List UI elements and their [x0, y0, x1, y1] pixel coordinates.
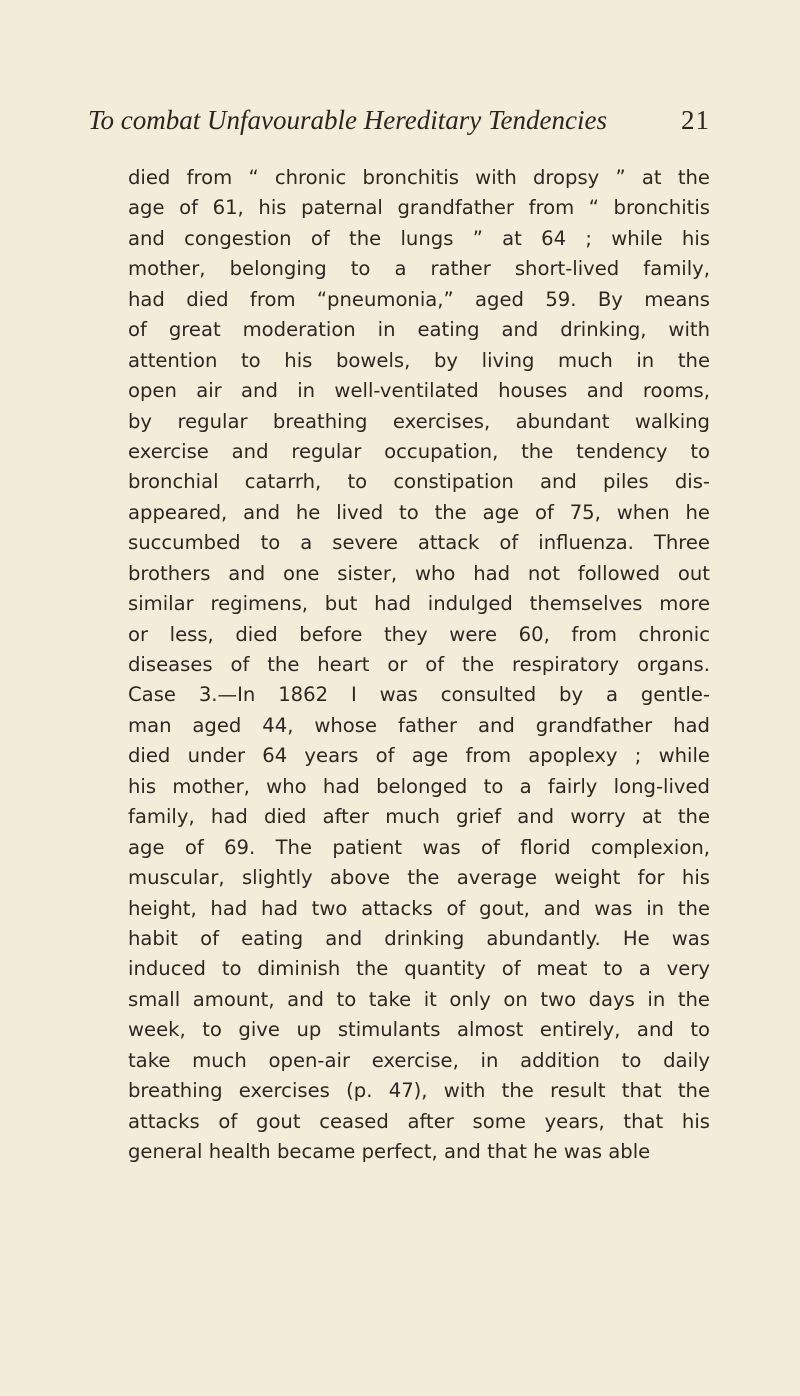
text-line: height, had had two attacks of gout, and was in the [128, 896, 710, 920]
text-line: and congestion of the lungs ” at 64 ; while his [128, 226, 710, 250]
text-line: attacks of gout ceased after some years, that his [128, 1109, 710, 1133]
text-line: week, to give up stimulants almost entirely, and to [128, 1018, 710, 1042]
text-line: family, had died after much grief and worry at the [128, 805, 710, 829]
text-line: habit of eating and drinking abundantly. He was [128, 926, 710, 950]
text-line: exercise and regular occupation, the tendency to [128, 439, 710, 463]
text-line: mother, belonging to a rather short-lived family, [128, 257, 710, 281]
text-line: died from “ chronic bronchitis with dropsy ” at the [128, 166, 710, 189]
text-line: similar regimens, but had indulged themselves more [128, 592, 710, 616]
text-line: appeared, and he lived to the age of 75, when he [128, 500, 710, 524]
text-line: induced to diminish the quantity of meat to a very [128, 957, 710, 981]
text-line: age of 61, his paternal grandfather from “ bronchitis [128, 196, 710, 220]
running-head [88, 100, 710, 140]
text-line: general health became perfect, and that he was able [128, 1140, 651, 1163]
text-line: take much open-air exercise, in addition to daily [128, 1048, 710, 1072]
text-line: man aged 44, whose father and grandfather had [128, 713, 710, 737]
text-line: died under 64 years of age from apoplexy ; while [128, 744, 710, 768]
body-text [128, 163, 710, 1167]
text-line: bronchial catarrh, to constipation and piles dis- [128, 470, 710, 494]
text-line: attention to his bowels, by living much in the [128, 348, 710, 372]
text-line: of great moderation in eating and drinking, with [128, 318, 710, 342]
text-line: had died from “pneumonia,” aged 59. By means [128, 287, 710, 311]
text-line: small amount, and to take it only on two days in the [128, 987, 710, 1011]
running-head-title: To combat Unfavourable Hereditary Tendencies [88, 105, 607, 135]
text-line: by regular breathing exercises, abundant walking [128, 409, 710, 433]
text-line: brothers and one sister, who had not followed out [128, 561, 710, 585]
text-line: succumbed to a severe attack of influenza. Three [128, 531, 710, 555]
text-line: open air and in well-ventilated houses and rooms, [128, 379, 710, 403]
text-line: muscular, slightly above the average weight for his [128, 866, 710, 890]
page-number: 21 [681, 105, 710, 135]
text-line: his mother, who had belonged to a fairly long-lived [128, 774, 710, 798]
text-line: breathing exercises (p. 47), with the result that the [128, 1079, 710, 1103]
text-line: or less, died before they were 60, from chronic [128, 622, 710, 646]
text-line: diseases of the heart or of the respiratory organs. [128, 653, 710, 676]
text-line: age of 69. The patient was of florid complexion, [128, 835, 710, 859]
text-line: Case 3.—In 1862 I was consulted by a gentle- [128, 683, 710, 707]
